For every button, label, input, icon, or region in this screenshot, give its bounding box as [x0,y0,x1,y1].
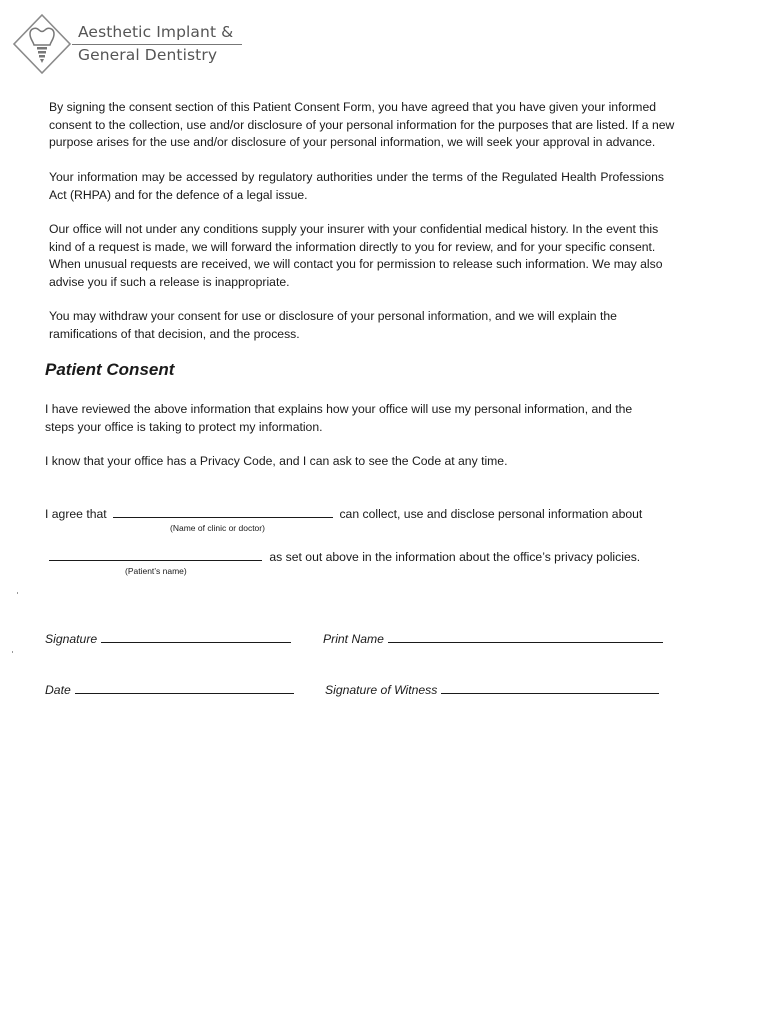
scan-speck [17,592,18,594]
signature-label: Signature [45,632,98,646]
logo-divider [72,44,242,45]
scan-speck [12,651,13,653]
date-field[interactable] [75,682,294,694]
paragraph-regulatory-access: Your information may be accessed by regulatory authorities under the terms of the Regulated Health Professions Act (RHPA) and for the defence of a legal issue. [49,170,664,202]
logo-title-line1: Aesthetic Implant & [78,23,234,41]
section-title-patient-consent: Patient Consent [45,360,175,379]
date-label: Date [45,683,71,697]
patient-name-caption: (Patient’s name) [125,566,187,576]
witness-signature-field[interactable] [441,682,659,694]
clinic-logo [10,12,250,76]
paragraph-privacy-code: I know that your office has a Privacy Code, and I can ask to see the Code at any time. [45,454,508,468]
paragraph-informed-consent: By signing the consent section of this Patient Consent Form, you have agreed that you have given your informed consent to the collection, use and/or disclosure of your personal information for the purposes that are listed. If a new purpose arises for the use and/or disclosure of your personal information, we will seek your approval in advance. [49,100,675,149]
patient-suffix-text: as set out above in the information about the office’s privacy policies. [269,550,641,564]
patient-statement [49,549,640,564]
logo-title-line2: General Dentistry [78,46,218,64]
clinic-name-caption: (Name of clinic or doctor) [170,523,265,533]
agree-prefix-text: I agree that [45,507,107,521]
patient-name-field[interactable] [49,549,262,561]
signature-row [45,631,291,646]
print-name-row [323,631,663,646]
agreement-statement [45,506,642,521]
paragraph-withdraw-consent: You may withdraw your consent for use or disclosure of your personal information, and we will explain the ramifications of that decision, and the process. [49,309,617,341]
paragraph-insurer-policy: Our office will not under any conditions supply your insurer with your confidential medical history. In the event this kind of a request is made, we will forward the information directly to you for review, and for your specific consent. When unusual requests are received, we will contact you for permission to release such information. We may also advise you if such a release is inappropriate. [49,222,663,289]
signature-field[interactable] [101,631,291,643]
print-name-field[interactable] [388,631,663,643]
tooth-implant-icon [10,12,74,76]
print-name-label: Print Name [323,632,384,646]
paragraph-reviewed-information: I have reviewed the above information that explains how your office will use my personal information, and the steps your office is taking to protect my information. [45,402,633,434]
agree-suffix-text: can collect, use and disclose personal information about [339,507,643,521]
witness-label: Signature of Witness [325,683,438,697]
date-row [45,682,294,697]
clinic-name-field[interactable] [113,506,333,518]
witness-row [325,682,659,697]
